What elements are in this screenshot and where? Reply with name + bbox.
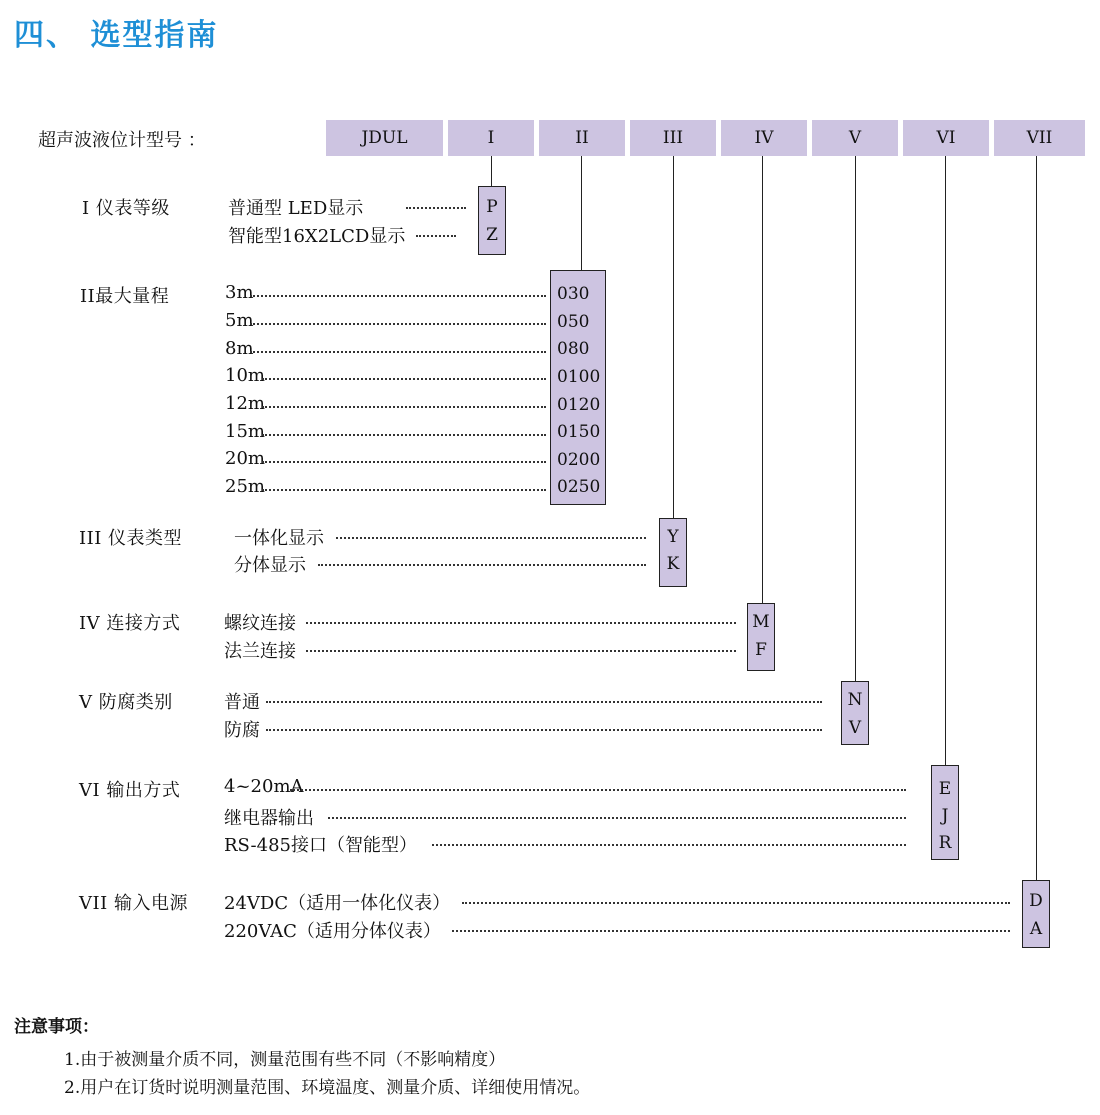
code-2-4: 0100 <box>557 367 601 387</box>
code-1-z: Z <box>486 225 498 245</box>
header-cell-7: VII <box>994 120 1085 156</box>
code-2-8: 0250 <box>557 477 601 497</box>
option-2-6: 15m <box>225 421 265 442</box>
connector-line-7 <box>1036 156 1037 880</box>
header-cell-4: IV <box>721 120 807 156</box>
leader-dots <box>266 729 822 731</box>
connector-line-6 <box>945 156 946 765</box>
code-2-5: 0120 <box>557 395 601 415</box>
code-4-m: M <box>752 612 770 632</box>
option-6-3: RS-485接口（智能型） <box>224 835 417 856</box>
code-6-r: R <box>938 833 952 853</box>
connector-line-3 <box>673 156 674 518</box>
section-label-6: VI 输出方式 <box>79 780 181 801</box>
connector-line-4 <box>762 156 763 603</box>
section-label-1: I 仪表等级 <box>82 198 170 219</box>
leader-dots <box>262 406 546 408</box>
leader-dots <box>306 650 736 652</box>
leader-dots <box>262 434 546 436</box>
leader-dots <box>262 489 546 491</box>
leader-dots <box>462 902 1010 904</box>
code-2-6: 0150 <box>557 422 601 442</box>
code-box-3 <box>659 518 687 587</box>
code-box-1 <box>478 186 506 255</box>
section-label-2: II最大量程 <box>80 286 170 307</box>
option-2-3: 8m <box>225 338 254 359</box>
code-6-j: J <box>941 806 949 826</box>
code-4-f: F <box>755 640 767 660</box>
option-2-8: 25m <box>225 476 265 497</box>
option-4-2: 法兰连接 <box>224 641 296 662</box>
leader-dots <box>416 235 456 237</box>
section-label-7: VII 输入电源 <box>79 893 188 914</box>
leader-dots <box>406 207 466 209</box>
leader-dots <box>306 622 736 624</box>
code-2-1: 030 <box>557 284 590 304</box>
notes-title: 注意事项： <box>14 1017 99 1037</box>
note-item-1: 1.由于被测量介质不同，测量范围有些不同（不影响精度） <box>64 1050 506 1070</box>
leader-dots <box>262 378 546 380</box>
section-label-4: IV 连接方式 <box>79 613 181 634</box>
option-3-2: 分体显示 <box>234 555 306 576</box>
option-7-2: 220VAC（适用分体仪表） <box>224 921 441 942</box>
code-2-2: 050 <box>557 312 590 332</box>
header-cell-jdul: JDUL <box>326 120 443 156</box>
code-7-d: D <box>1029 891 1043 911</box>
leader-dots <box>328 817 906 819</box>
option-3-1: 一体化显示 <box>234 528 324 549</box>
option-4-1: 螺纹连接 <box>224 613 296 634</box>
code-2-7: 0200 <box>557 450 601 470</box>
leader-dots <box>262 461 546 463</box>
code-1-p: P <box>486 197 498 217</box>
option-2-4: 10m <box>225 365 265 386</box>
option-6-2: 继电器输出 <box>224 808 314 829</box>
code-box-6 <box>931 765 959 860</box>
option-2-2: 5m <box>225 310 254 331</box>
leader-dots <box>266 701 822 703</box>
code-5-n: N <box>847 690 863 710</box>
section-label-5: V 防腐类别 <box>79 692 173 713</box>
option-1-2: 智能型16X2LCD显示 <box>228 226 406 247</box>
connector-line-2 <box>581 156 582 270</box>
option-5-2: 防腐 <box>224 720 260 741</box>
code-5-v: V <box>848 718 862 738</box>
header-cell-1: I <box>448 120 534 156</box>
option-5-1: 普通 <box>224 692 260 713</box>
note-item-2: 2.用户在订货时说明测量范围、环境温度、测量介质、详细使用情况。 <box>64 1078 591 1098</box>
option-2-1: 3m <box>225 282 254 303</box>
header-cell-6: VI <box>903 120 989 156</box>
code-box-7 <box>1022 880 1050 948</box>
model-label: 超声波液位计型号 ： <box>38 130 206 151</box>
leader-dots <box>250 351 546 353</box>
header-cell-2: II <box>539 120 625 156</box>
code-box-2 <box>550 270 606 505</box>
leader-dots <box>432 844 906 846</box>
leader-dots <box>290 789 906 791</box>
code-3-y: Y <box>667 527 679 547</box>
leader-dots <box>318 564 646 566</box>
leader-dots <box>250 323 546 325</box>
code-box-4 <box>747 603 775 671</box>
code-7-a: A <box>1029 919 1043 939</box>
code-3-k: K <box>666 554 680 574</box>
page-title: 四、 选型指南 <box>14 18 219 53</box>
option-6-1: 4~20mA <box>224 776 304 797</box>
leader-dots <box>452 930 1010 932</box>
option-7-1: 24VDC（适用一体化仪表） <box>224 893 451 914</box>
option-2-5: 12m <box>225 393 265 414</box>
leader-dots <box>250 295 546 297</box>
code-2-3: 080 <box>557 339 590 359</box>
option-2-7: 20m <box>225 448 265 469</box>
code-6-e: E <box>938 779 952 799</box>
connector-line-1 <box>491 156 492 186</box>
leader-dots <box>336 537 646 539</box>
code-box-5 <box>841 681 869 745</box>
option-1-1: 普通型 LED显示 <box>228 198 364 219</box>
header-cell-3: III <box>630 120 716 156</box>
connector-line-5 <box>855 156 856 682</box>
header-cell-5: V <box>812 120 898 156</box>
section-label-3: III 仪表类型 <box>79 528 183 549</box>
